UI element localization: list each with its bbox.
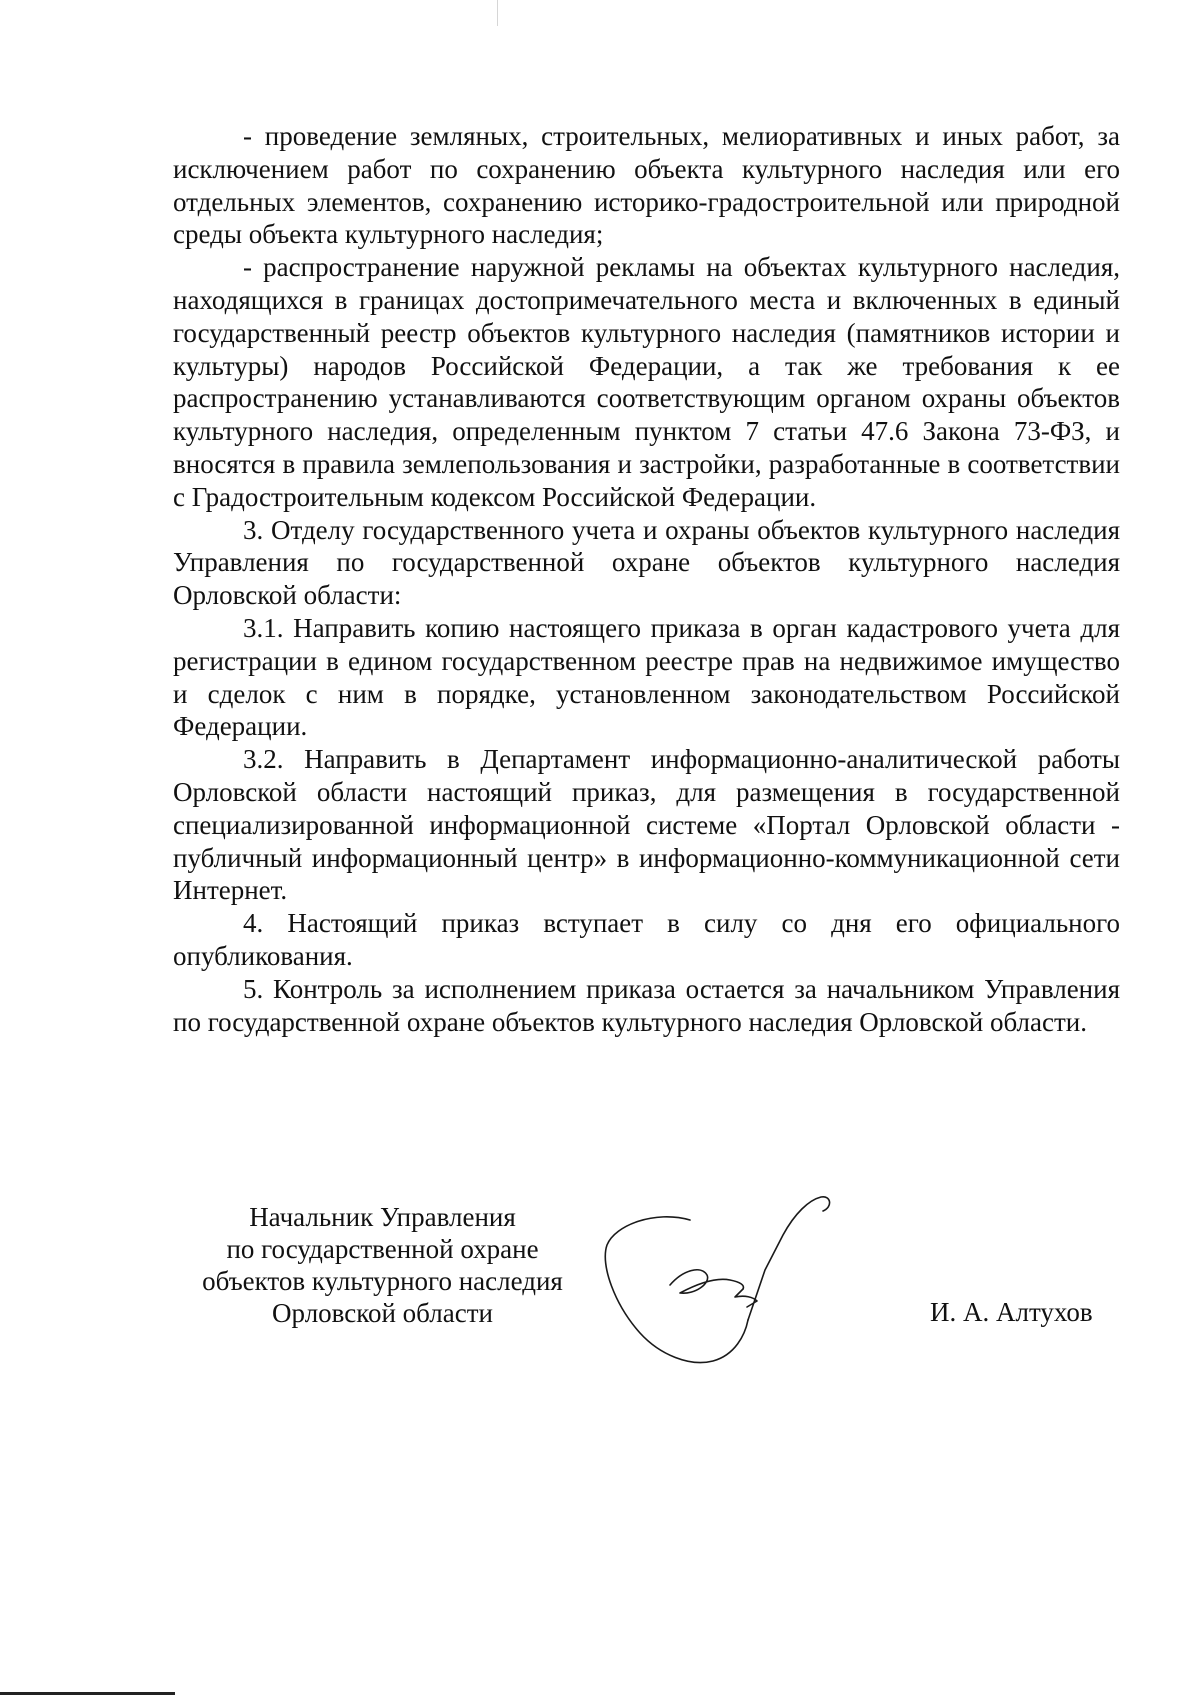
handwritten-signature-icon [595,1185,855,1375]
scan-edge-line [0,1692,175,1695]
paragraph-item-3-1: 3.1. Направить копию настоящего приказа в орган кадастрового учета для регистрации в едином государственном реестре прав на недвижимое имущество и сделок с ним в порядке, установленном законодательством Российской Федерации. [173,612,1120,742]
paragraph-earthworks: - проведение земляных, строительных, мелиоративных и иных работ, за исключением работ по сохранению объекта культурного наследия или его отдельных элементов, сохранению историко-градостроительной или природной среды объекта культурного наследия; [173,121,1120,250]
position-line-1: Начальник Управления [249,1202,516,1232]
position-line-3: объектов культурного наследия [202,1266,563,1296]
paragraph-item-5: 5. Контроль за исполнением приказа остается за начальником Управления по государственной охране объектов культурного наследия Орловской области. [173,973,1120,1037]
paragraph-item-3-2: 3.2. Направить в Департамент информационно-аналитической работы Орловской области настоящий приказ, для размещения в государственной специализированной информационной системе «Портал Орловской области - публичный информационный центр» в информационно-коммуникационной сети Интернет. [173,744,1120,906]
position-line-2: по государственной охране [226,1234,539,1264]
document-body [173,120,1120,1038]
paragraph-item-3: 3. Отделу государственного учета и охраны объектов культурного наследия Управления по государственной охране объектов культурного наследия Орловской области: [173,514,1120,611]
signatory-position [185,1201,580,1329]
position-line-4: Орловской области [272,1298,493,1328]
signer-name: И. А. Алтухов [930,1297,1093,1327]
paragraph-item-4: 4. Настоящий приказ вступает в силу со дня его официального опубликования. [173,908,1120,971]
fold-mark [497,0,498,26]
paragraph-advertising: - распространение наружной рекламы на объектах культурного наследия, находящихся в границах достопримечательного места и включенных в единый государственный реестр объектов культурного наследия (памятников истории и культуры) народов Российской Федерации, а так же требования к ее распространению устанавливаются соответствующим органом охраны объектов культурного наследия, определенным пунктом 7 статьи 47.6 Закона 73-ФЗ, и вносятся в правила землепользования и застройки, разработанные в соответствии с Градостроительным кодексом Российской Федерации. [173,252,1120,512]
